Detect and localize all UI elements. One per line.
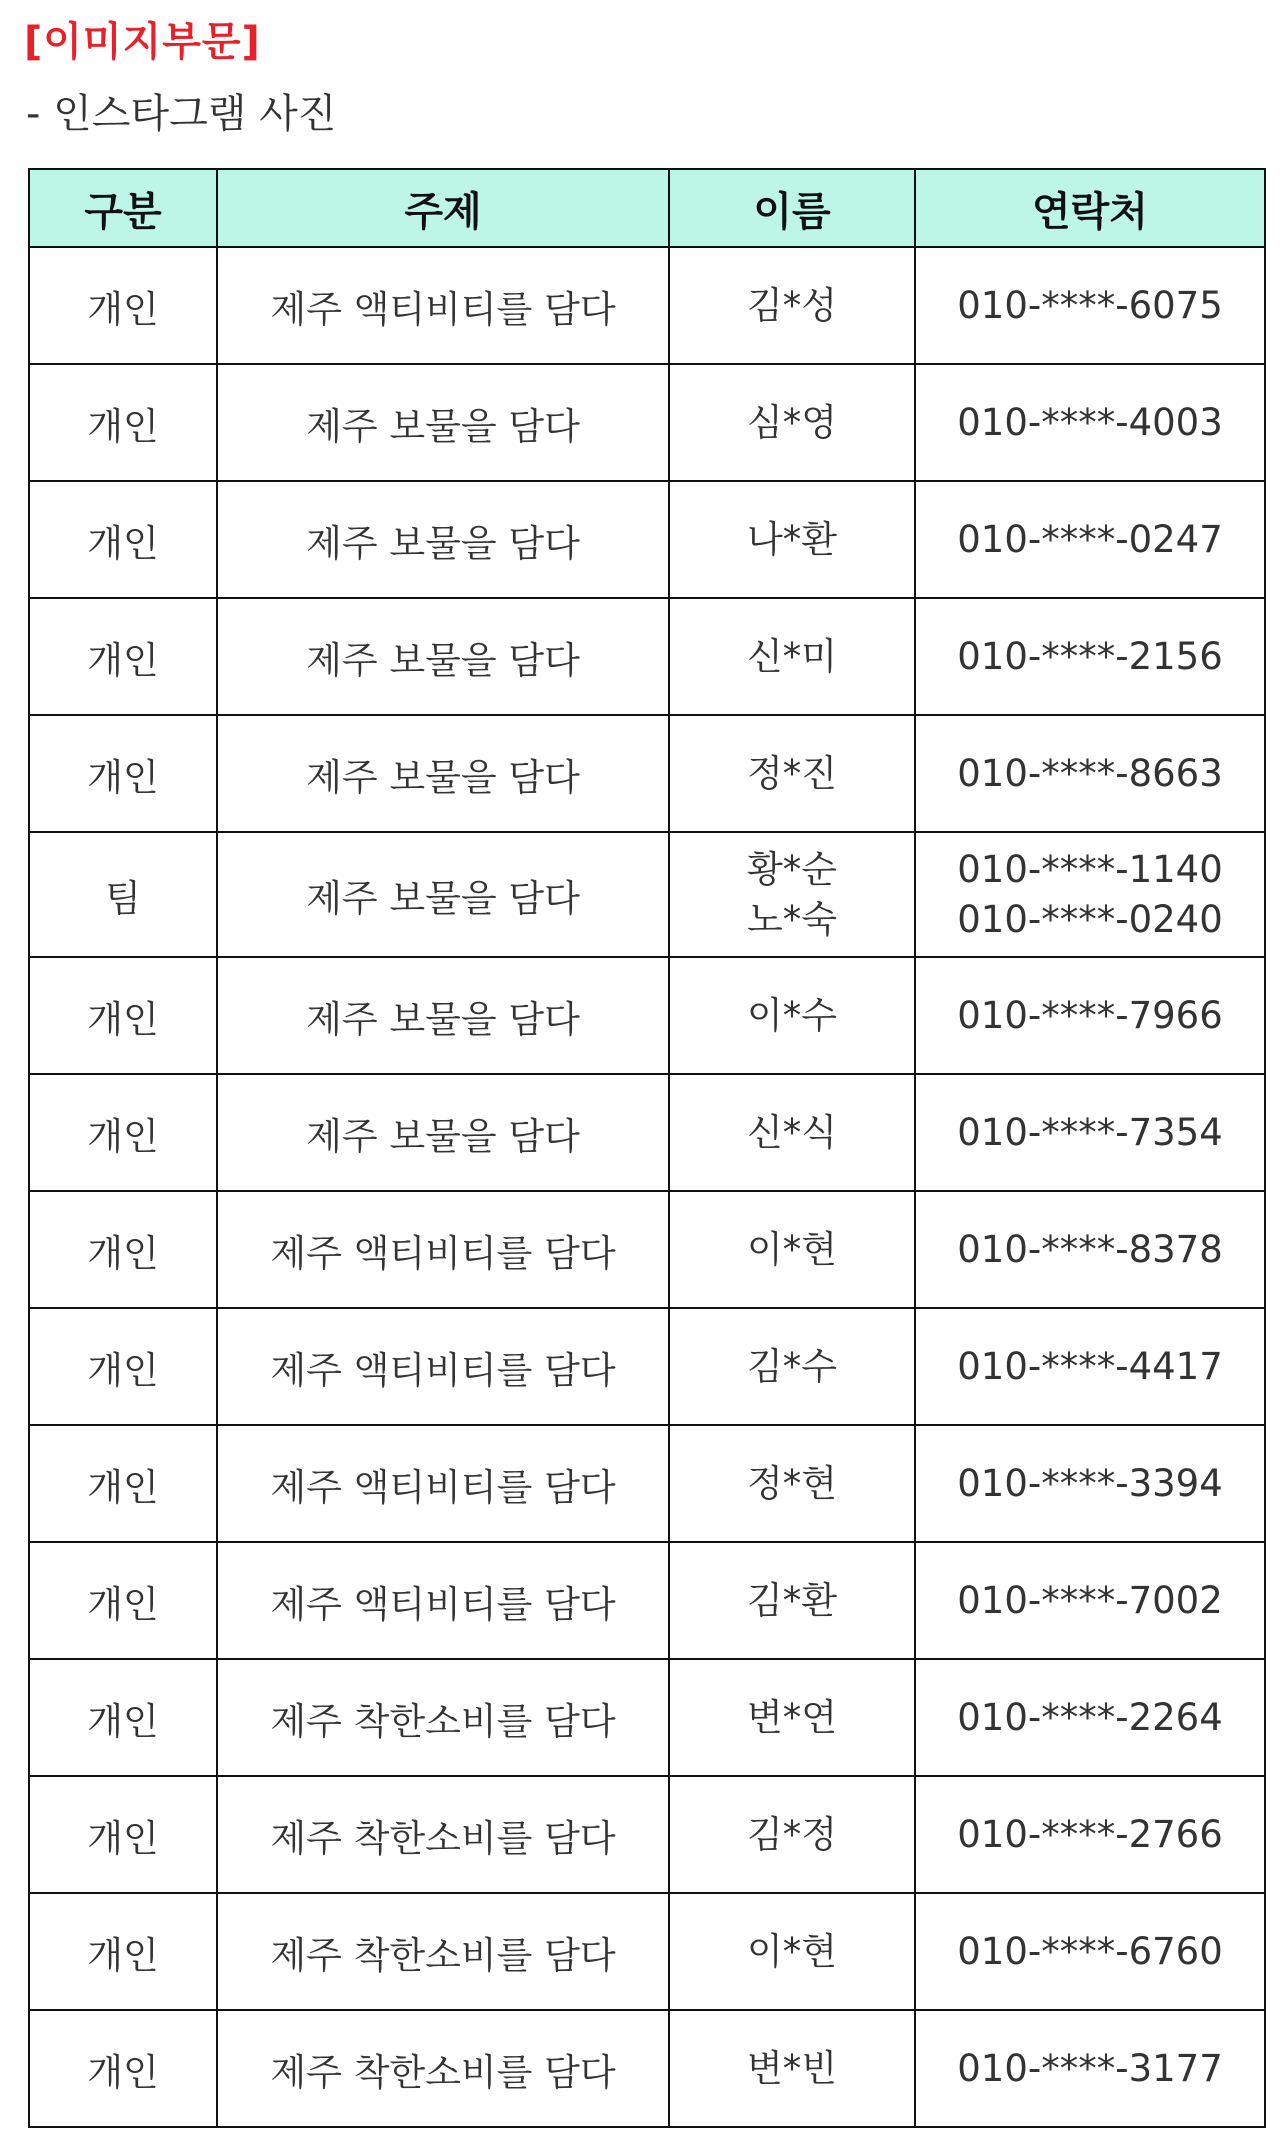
contact-cell-line: 010-****-7354	[957, 1110, 1223, 1154]
table-header-row	[29, 169, 1265, 247]
name-cell	[669, 1308, 915, 1425]
name-cell	[669, 1542, 915, 1659]
contact-cell-line: 010-****-6760	[957, 1929, 1223, 1973]
contact-cell-line: 010-****-4003	[957, 400, 1223, 444]
name-cell	[669, 1191, 915, 1308]
name-cell	[669, 481, 915, 598]
table-row	[29, 832, 1265, 957]
table-body	[29, 247, 1265, 2127]
contact-cell-line: 010-****-7966	[957, 993, 1223, 1037]
contact-cell	[915, 1776, 1265, 1893]
theme-cell: 제주 착한소비를 담다	[217, 1893, 669, 2010]
name-cell-line: 김*정	[747, 1812, 837, 1856]
name-cell	[669, 832, 915, 957]
name-cell-line: 이*수	[747, 993, 837, 1037]
type-cell: 개인	[29, 1776, 217, 1893]
contact-cell-line: 010-****-3177	[957, 2046, 1223, 2090]
contact-cell	[915, 1191, 1265, 1308]
table-row	[29, 1659, 1265, 1776]
type-cell: 개인	[29, 598, 217, 715]
name-cell-line: 이*현	[747, 1227, 837, 1271]
name-cell-line: 심*영	[747, 400, 837, 444]
name-cell-line: 김*환	[747, 1578, 837, 1622]
contact-cell-line: 010-****-7002	[957, 1578, 1223, 1622]
name-cell	[669, 957, 915, 1074]
contact-cell-line: 010-****-1140	[957, 847, 1223, 891]
contact-cell	[915, 1542, 1265, 1659]
contact-cell	[915, 598, 1265, 715]
contact-cell-line: 010-****-2156	[957, 634, 1223, 678]
contact-cell-line: 010-****-8378	[957, 1227, 1223, 1271]
theme-cell: 제주 착한소비를 담다	[217, 2010, 669, 2127]
type-cell: 개인	[29, 1308, 217, 1425]
theme-cell: 제주 보물을 담다	[217, 364, 669, 481]
type-cell: 개인	[29, 1893, 217, 2010]
theme-cell: 제주 액티비티를 담다	[217, 1542, 669, 1659]
theme-cell: 제주 보물을 담다	[217, 481, 669, 598]
table-row	[29, 1074, 1265, 1191]
type-cell: 개인	[29, 1659, 217, 1776]
theme-cell: 제주 보물을 담다	[217, 957, 669, 1074]
name-cell	[669, 1776, 915, 1893]
contact-cell-line: 010-****-6075	[957, 283, 1223, 327]
name-cell	[669, 1659, 915, 1776]
type-cell: 개인	[29, 1191, 217, 1308]
theme-cell: 제주 보물을 담다	[217, 715, 669, 832]
contact-cell-line: 010-****-3394	[957, 1461, 1223, 1505]
column-header-type: 구분	[29, 169, 217, 247]
table-row	[29, 598, 1265, 715]
section-title: [이미지부문]	[24, 19, 261, 65]
name-cell-line: 변*연	[747, 1695, 837, 1739]
theme-cell: 제주 착한소비를 담다	[217, 1776, 669, 1893]
name-cell-line: 변*빈	[747, 2046, 837, 2090]
type-cell: 개인	[29, 1542, 217, 1659]
name-cell-line: 김*수	[747, 1344, 837, 1388]
contact-cell	[915, 1425, 1265, 1542]
column-header-name: 이름	[669, 169, 915, 247]
contact-cell-line: 010-****-2264	[957, 1695, 1223, 1739]
contact-cell-line: 010-****-0247	[957, 517, 1223, 561]
contact-cell-line: 010-****-8663	[957, 751, 1223, 795]
type-cell: 개인	[29, 957, 217, 1074]
contact-cell-line: 010-****-0240	[957, 897, 1223, 941]
type-cell: 개인	[29, 364, 217, 481]
name-cell	[669, 598, 915, 715]
table-row	[29, 1425, 1265, 1542]
contact-cell	[915, 715, 1265, 832]
contact-cell	[915, 1308, 1265, 1425]
name-cell-line: 신*식	[747, 1110, 837, 1154]
table-row	[29, 1191, 1265, 1308]
theme-cell: 제주 액티비티를 담다	[217, 1425, 669, 1542]
contact-cell	[915, 1659, 1265, 1776]
contact-cell	[915, 481, 1265, 598]
type-cell: 개인	[29, 1425, 217, 1542]
theme-cell: 제주 보물을 담다	[217, 598, 669, 715]
type-cell: 개인	[29, 1074, 217, 1191]
contact-cell	[915, 957, 1265, 1074]
type-cell: 팀	[29, 832, 217, 957]
contact-cell	[915, 2010, 1265, 2127]
table-row	[29, 481, 1265, 598]
name-cell-line: 이*현	[747, 1929, 837, 1973]
name-cell	[669, 364, 915, 481]
table-row	[29, 1308, 1265, 1425]
table-row	[29, 1776, 1265, 1893]
name-cell	[669, 1425, 915, 1542]
contact-cell	[915, 364, 1265, 481]
contact-cell	[915, 832, 1265, 957]
name-cell	[669, 247, 915, 364]
name-cell	[669, 1893, 915, 2010]
type-cell: 개인	[29, 2010, 217, 2127]
theme-cell: 제주 보물을 담다	[217, 1074, 669, 1191]
type-cell: 개인	[29, 481, 217, 598]
contact-cell	[915, 247, 1265, 364]
name-cell-line: 김*성	[747, 283, 837, 327]
contact-cell-line: 010-****-2766	[957, 1812, 1223, 1856]
name-cell-line: 정*진	[747, 751, 837, 795]
name-cell-line: 나*환	[747, 517, 837, 561]
name-cell-line: 신*미	[747, 634, 837, 678]
subtitle: - 인스타그램 사진	[26, 91, 337, 137]
name-cell	[669, 1074, 915, 1191]
winners-table	[28, 168, 1266, 2128]
theme-cell: 제주 액티비티를 담다	[217, 247, 669, 364]
contact-cell	[915, 1074, 1265, 1191]
theme-cell: 제주 보물을 담다	[217, 832, 669, 957]
table-row	[29, 957, 1265, 1074]
theme-cell: 제주 착한소비를 담다	[217, 1659, 669, 1776]
theme-cell: 제주 액티비티를 담다	[217, 1308, 669, 1425]
contact-cell-line: 010-****-4417	[957, 1344, 1223, 1388]
name-cell	[669, 715, 915, 832]
name-cell-line: 정*현	[747, 1461, 837, 1505]
name-cell	[669, 2010, 915, 2127]
type-cell: 개인	[29, 715, 217, 832]
contact-cell	[915, 1893, 1265, 2010]
column-header-theme: 주제	[217, 169, 669, 247]
type-cell: 개인	[29, 247, 217, 364]
table-row	[29, 364, 1265, 481]
table-row	[29, 1893, 1265, 2010]
theme-cell: 제주 액티비티를 담다	[217, 1191, 669, 1308]
table-row	[29, 715, 1265, 832]
name-cell-line: 황*순	[747, 847, 837, 891]
column-header-contact: 연락처	[915, 169, 1265, 247]
table-row	[29, 2010, 1265, 2127]
name-cell-line: 노*숙	[747, 897, 837, 941]
table-row	[29, 1542, 1265, 1659]
table-row	[29, 247, 1265, 364]
